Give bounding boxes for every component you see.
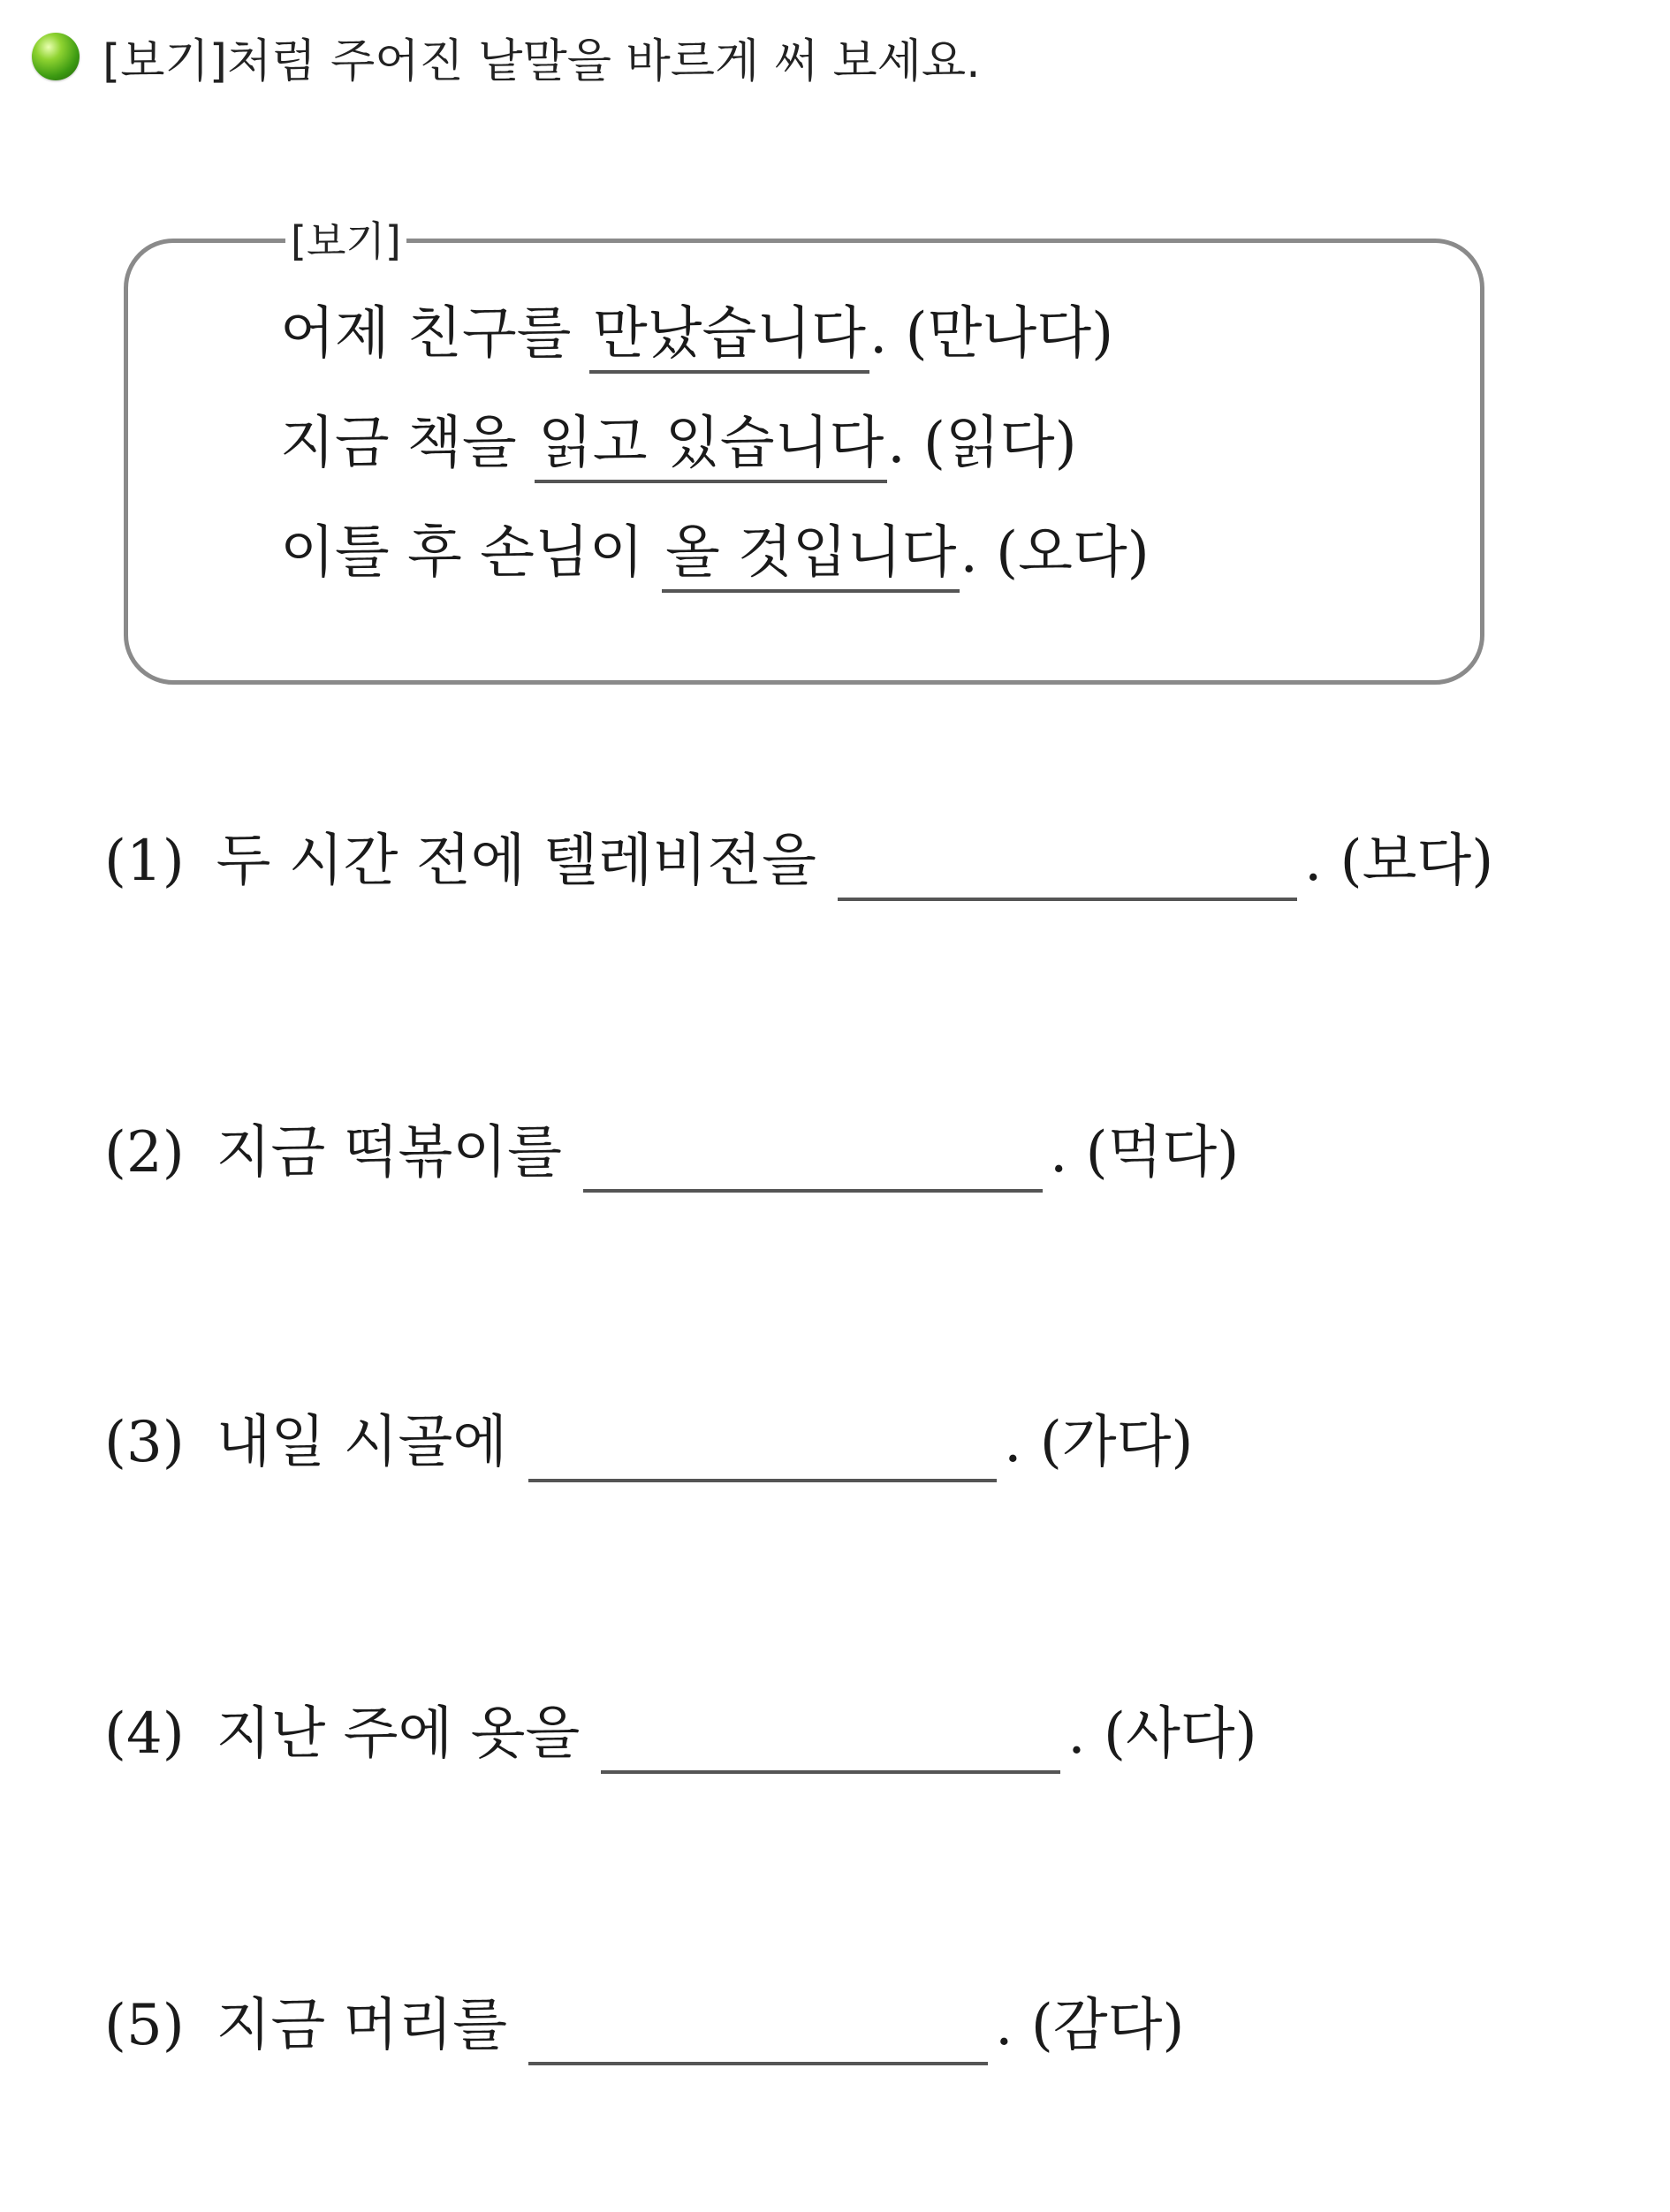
question-2 [104,1113,1239,1193]
question-number: (5) [104,1993,185,2058]
question-hint: . (가다) [1004,1410,1194,1475]
instruction [32,25,981,88]
answer-blank[interactable] [528,1408,997,1482]
answer-blank[interactable] [601,1700,1060,1774]
question-text: 지금 머리를 [216,1993,508,2058]
example-box [124,217,1484,685]
question-4 [104,1694,1257,1774]
example-before: 지금 책을 [280,411,535,476]
example-before: 어제 친구를 [280,301,589,367]
question-text: 지난 주에 옷을 [216,1701,581,1767]
example-before: 이틀 후 손님이 [280,520,662,586]
answer-blank[interactable] [583,1118,1043,1193]
question-text: 두 시간 전에 텔레비전을 [216,829,816,894]
question-hint: . (감다) [995,1993,1185,2058]
question-text: 지금 떡볶이를 [216,1120,562,1186]
example-answer: 올 것입니다 [662,517,960,593]
question-number: (1) [104,829,185,894]
answer-blank[interactable] [838,827,1297,901]
example-answer: 만났습니다 [589,298,869,374]
green-bullet-icon [32,33,80,80]
question-1 [104,822,1493,901]
question-number: (4) [104,1701,185,1767]
question-number: (2) [104,1120,185,1186]
example-line-2 [280,404,1077,483]
example-after: . (오다) [960,520,1150,586]
question-hint: . (먹다) [1049,1120,1240,1186]
question-5 [104,1986,1184,2065]
example-title: [보기] [285,206,406,276]
example-after: . (만나다) [869,301,1114,367]
question-number: (3) [104,1410,185,1475]
instruction-text: [보기]처럼 주어진 낱말을 바르게 써 보세요. [102,34,981,88]
example-answer: 읽고 있습니다 [535,407,887,483]
question-3 [104,1403,1193,1482]
example-line-3 [280,513,1150,593]
example-line-1 [280,294,1113,374]
answer-blank[interactable] [528,1991,988,2065]
example-after: . (읽다) [887,411,1077,476]
question-hint: . (사다) [1067,1701,1257,1767]
question-hint: . (보다) [1303,829,1494,894]
question-text: 내일 시골에 [216,1410,508,1475]
